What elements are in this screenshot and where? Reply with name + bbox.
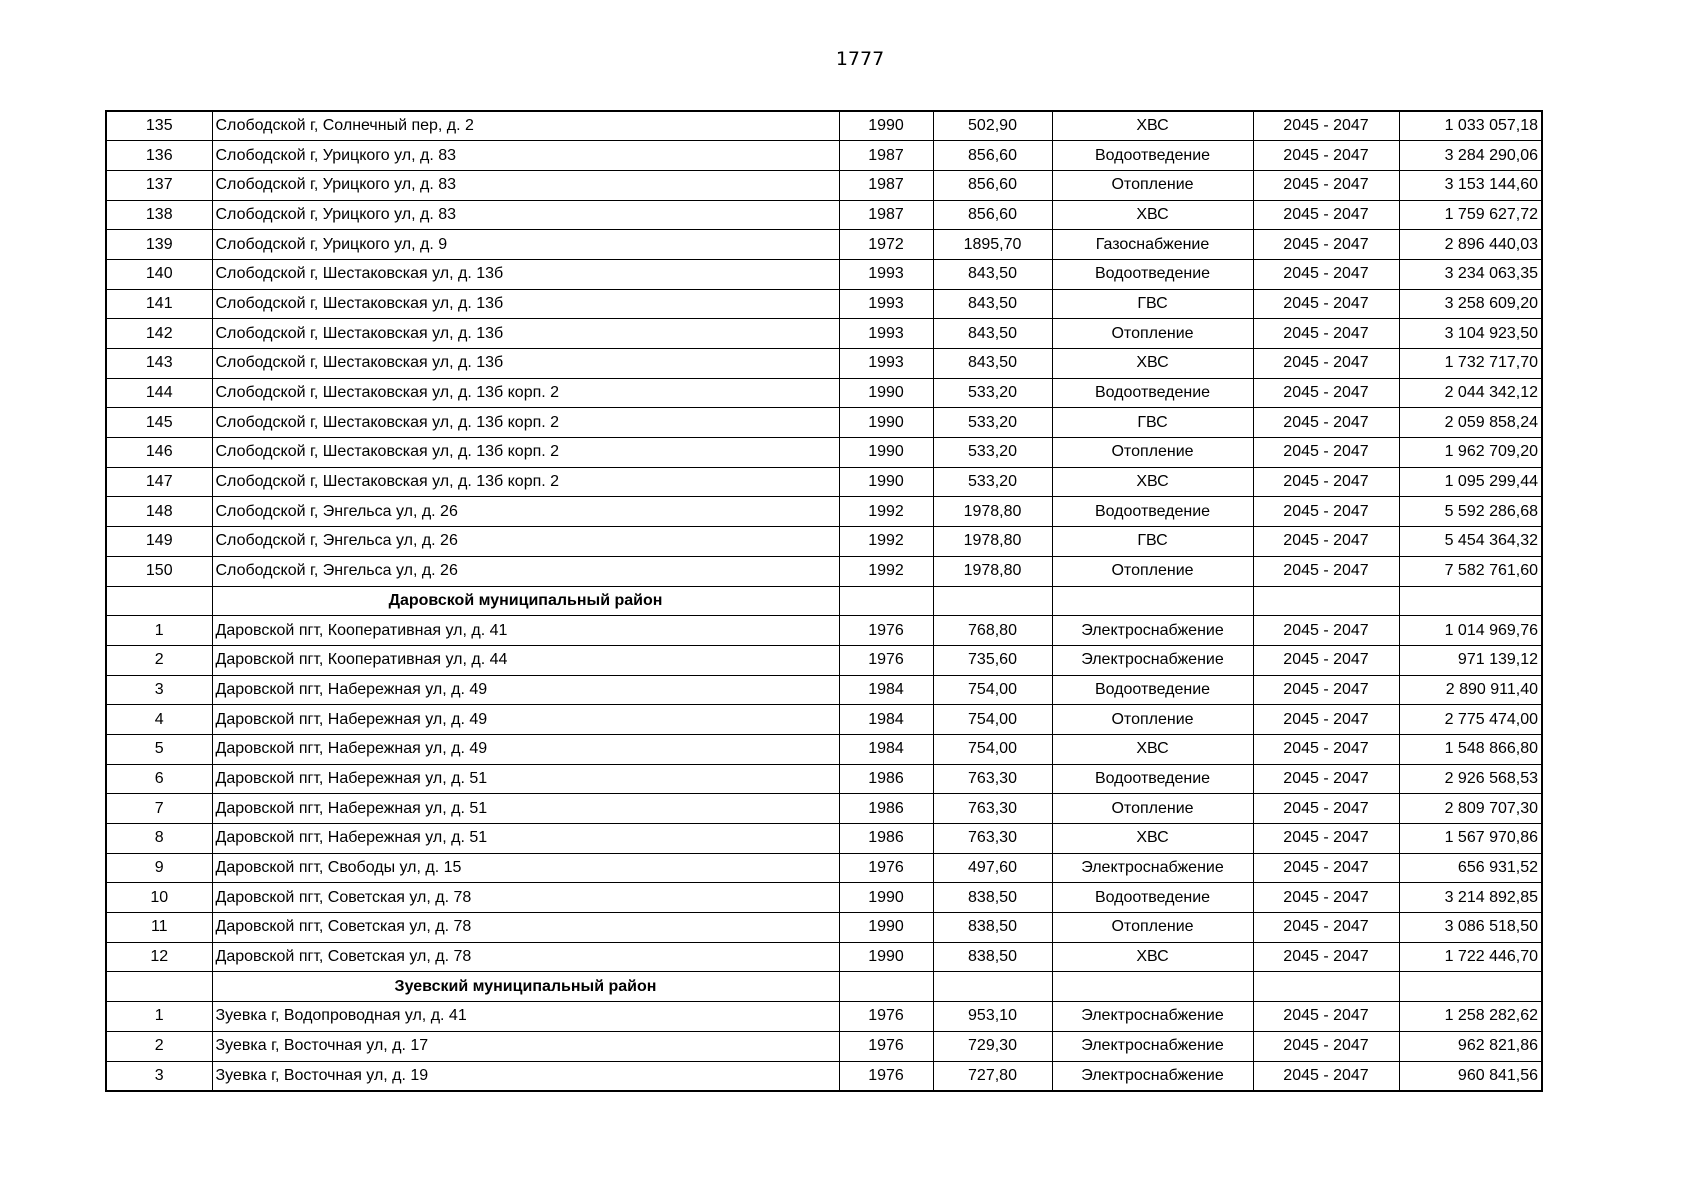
area-cell: 727,80 [933,1061,1052,1091]
area-cell: 754,00 [933,705,1052,735]
area-cell: 502,90 [933,111,1052,141]
area-cell: 838,50 [933,883,1052,913]
address-cell: Даровской пгт, Набережная ул, д. 51 [212,764,839,794]
area-cell: 843,50 [933,319,1052,349]
period-cell: 2045 - 2047 [1253,824,1399,854]
row-number-cell: 143 [106,349,212,379]
address-cell: Слободской г, Шестаковская ул, д. 13б корп. 2 [212,378,839,408]
table-row [106,230,1542,260]
year-built-cell: 1992 [839,497,933,527]
row-number-cell: 2 [106,1031,212,1061]
cost-cell: 5 592 286,68 [1399,497,1542,527]
work-type-cell: Отопление [1052,794,1253,824]
row-number-cell: 3 [106,675,212,705]
area-cell: 843,50 [933,349,1052,379]
work-type-cell: Отопление [1052,438,1253,468]
cost-cell: 1 548 866,80 [1399,734,1542,764]
cost-cell: 1 095 299,44 [1399,467,1542,497]
work-type-cell: ХВС [1052,111,1253,141]
work-type-cell: ХВС [1052,824,1253,854]
table-row [106,616,1542,646]
address-cell: Даровской пгт, Советская ул, д. 78 [212,913,839,943]
area-cell: 1978,80 [933,527,1052,557]
work-type-cell: Электроснабжение [1052,616,1253,646]
year-built-cell: 1993 [839,289,933,319]
cost-cell: 3 214 892,85 [1399,883,1542,913]
address-cell: Даровской пгт, Набережная ул, д. 51 [212,794,839,824]
row-number-cell: 11 [106,913,212,943]
address-cell: Даровской пгт, Набережная ул, д. 51 [212,824,839,854]
cost-cell: 960 841,56 [1399,1061,1542,1091]
address-cell: Слободской г, Урицкого ул, д. 83 [212,200,839,230]
address-cell: Слободской г, Шестаковская ул, д. 13б [212,319,839,349]
cost-cell: 1 962 709,20 [1399,438,1542,468]
period-cell: 2045 - 2047 [1253,408,1399,438]
row-number-cell: 142 [106,319,212,349]
section-title-cell: Даровской муниципальный район [212,586,839,616]
period-cell: 2045 - 2047 [1253,349,1399,379]
period-cell: 2045 - 2047 [1253,705,1399,735]
cost-cell: 971 139,12 [1399,645,1542,675]
table-row [106,259,1542,289]
year-built-cell: 1987 [839,200,933,230]
year-built-cell: 1976 [839,1061,933,1091]
cost-cell: 2 059 858,24 [1399,408,1542,438]
row-number-cell: 144 [106,378,212,408]
address-cell: Даровской пгт, Советская ул, д. 78 [212,942,839,972]
row-number-cell: 7 [106,794,212,824]
area-cell: 533,20 [933,438,1052,468]
year-built-cell: 1976 [839,853,933,883]
table-row [106,1002,1542,1032]
cost-cell: 3 284 290,06 [1399,141,1542,171]
period-cell: 2045 - 2047 [1253,734,1399,764]
address-cell: Слободской г, Шестаковская ул, д. 13б [212,349,839,379]
section-row [106,972,1542,1002]
row-number-cell: 138 [106,200,212,230]
row-number-cell: 9 [106,853,212,883]
table-row [106,675,1542,705]
cost-cell: 2 775 474,00 [1399,705,1542,735]
work-type-cell: ГВС [1052,527,1253,557]
address-cell: Слободской г, Шестаковская ул, д. 13б корп. 2 [212,438,839,468]
cost-cell: 656 931,52 [1399,853,1542,883]
work-type-cell: Отопление [1052,319,1253,349]
cost-cell: 1 258 282,62 [1399,1002,1542,1032]
area-cell: 735,60 [933,645,1052,675]
year-built-cell: 1990 [839,467,933,497]
period-cell: 2045 - 2047 [1253,853,1399,883]
year-built-cell: 1987 [839,141,933,171]
empty-cell [1052,972,1253,1002]
period-cell: 2045 - 2047 [1253,230,1399,260]
year-built-cell: 1990 [839,883,933,913]
work-type-cell: Электроснабжение [1052,645,1253,675]
row-number-cell: 141 [106,289,212,319]
cost-cell: 2 044 342,12 [1399,378,1542,408]
table-row [106,527,1542,557]
work-type-cell: Водоотведение [1052,497,1253,527]
period-cell: 2045 - 2047 [1253,141,1399,171]
work-type-cell: ХВС [1052,200,1253,230]
period-cell: 2045 - 2047 [1253,645,1399,675]
cost-cell: 3 258 609,20 [1399,289,1542,319]
period-cell: 2045 - 2047 [1253,764,1399,794]
work-type-cell: Водоотведение [1052,675,1253,705]
area-cell: 533,20 [933,408,1052,438]
area-cell: 838,50 [933,942,1052,972]
work-type-cell: ХВС [1052,349,1253,379]
address-cell: Слободской г, Урицкого ул, д. 9 [212,230,839,260]
address-cell: Слободской г, Шестаковская ул, д. 13б [212,289,839,319]
work-type-cell: Электроснабжение [1052,1061,1253,1091]
row-number-cell: 1 [106,616,212,646]
period-cell: 2045 - 2047 [1253,497,1399,527]
period-cell: 2045 - 2047 [1253,942,1399,972]
row-number-cell: 135 [106,111,212,141]
period-cell: 2045 - 2047 [1253,378,1399,408]
area-cell: 953,10 [933,1002,1052,1032]
work-type-cell: Отопление [1052,913,1253,943]
work-type-cell: Электроснабжение [1052,1031,1253,1061]
area-cell: 497,60 [933,853,1052,883]
year-built-cell: 1990 [839,438,933,468]
year-built-cell: 1992 [839,527,933,557]
row-number-cell: 150 [106,556,212,586]
empty-cell [106,586,212,616]
period-cell: 2045 - 2047 [1253,913,1399,943]
address-cell: Зуевка г, Восточная ул, д. 19 [212,1061,839,1091]
row-number-cell: 5 [106,734,212,764]
section-row [106,586,1542,616]
period-cell: 2045 - 2047 [1253,883,1399,913]
address-cell: Даровской пгт, Набережная ул, д. 49 [212,705,839,735]
work-type-cell: Водоотведение [1052,883,1253,913]
year-built-cell: 1992 [839,556,933,586]
cost-cell: 2 809 707,30 [1399,794,1542,824]
address-cell: Слободской г, Солнечный пер, д. 2 [212,111,839,141]
work-type-cell: ГВС [1052,289,1253,319]
empty-cell [933,972,1052,1002]
year-built-cell: 1993 [839,349,933,379]
period-cell: 2045 - 2047 [1253,111,1399,141]
empty-cell [1253,972,1399,1002]
row-number-cell: 3 [106,1061,212,1091]
area-cell: 533,20 [933,378,1052,408]
table-row [106,734,1542,764]
address-cell: Слободской г, Энгельса ул, д. 26 [212,497,839,527]
row-number-cell: 148 [106,497,212,527]
cost-cell: 2 896 440,03 [1399,230,1542,260]
cost-cell: 962 821,86 [1399,1031,1542,1061]
row-number-cell: 147 [106,467,212,497]
row-number-cell: 136 [106,141,212,171]
address-cell: Зуевка г, Водопроводная ул, д. 41 [212,1002,839,1032]
area-cell: 1895,70 [933,230,1052,260]
cost-cell: 1 033 057,18 [1399,111,1542,141]
register-table [105,110,1543,1092]
table-row [106,111,1542,141]
address-cell: Слободской г, Шестаковская ул, д. 13б корп. 2 [212,408,839,438]
year-built-cell: 1990 [839,942,933,972]
period-cell: 2045 - 2047 [1253,527,1399,557]
table-row [106,883,1542,913]
address-cell: Слободской г, Энгельса ул, д. 26 [212,527,839,557]
table-row [106,942,1542,972]
area-cell: 1978,80 [933,556,1052,586]
cost-cell: 3 153 144,60 [1399,170,1542,200]
area-cell: 754,00 [933,675,1052,705]
year-built-cell: 1976 [839,1031,933,1061]
year-built-cell: 1993 [839,319,933,349]
work-type-cell: Электроснабжение [1052,1002,1253,1032]
year-built-cell: 1984 [839,675,933,705]
cost-cell: 3 086 518,50 [1399,913,1542,943]
cost-cell: 1 567 970,86 [1399,824,1542,854]
area-cell: 763,30 [933,764,1052,794]
period-cell: 2045 - 2047 [1253,319,1399,349]
address-cell: Зуевка г, Восточная ул, д. 17 [212,1031,839,1061]
work-type-cell: ХВС [1052,942,1253,972]
empty-cell [1399,972,1542,1002]
year-built-cell: 1990 [839,111,933,141]
area-cell: 843,50 [933,289,1052,319]
empty-cell [1253,586,1399,616]
work-type-cell: Отопление [1052,705,1253,735]
area-cell: 729,30 [933,1031,1052,1061]
work-type-cell: ГВС [1052,408,1253,438]
period-cell: 2045 - 2047 [1253,200,1399,230]
year-built-cell: 1990 [839,378,933,408]
table-row [106,853,1542,883]
cost-cell: 1 732 717,70 [1399,349,1542,379]
year-built-cell: 1990 [839,408,933,438]
area-cell: 856,60 [933,200,1052,230]
cost-cell: 3 104 923,50 [1399,319,1542,349]
row-number-cell: 4 [106,705,212,735]
table-row [106,556,1542,586]
table-row [106,794,1542,824]
cost-cell: 1 014 969,76 [1399,616,1542,646]
year-built-cell: 1976 [839,645,933,675]
work-type-cell: Водоотведение [1052,378,1253,408]
area-cell: 838,50 [933,913,1052,943]
row-number-cell: 137 [106,170,212,200]
table-row [106,141,1542,171]
cost-cell: 7 582 761,60 [1399,556,1542,586]
year-built-cell: 1976 [839,616,933,646]
table-row [106,467,1542,497]
row-number-cell: 12 [106,942,212,972]
table-row [106,497,1542,527]
year-built-cell: 1972 [839,230,933,260]
period-cell: 2045 - 2047 [1253,1031,1399,1061]
area-cell: 533,20 [933,467,1052,497]
cost-cell: 2 926 568,53 [1399,764,1542,794]
address-cell: Слободской г, Шестаковская ул, д. 13б корп. 2 [212,467,839,497]
period-cell: 2045 - 2047 [1253,794,1399,824]
address-cell: Слободской г, Энгельса ул, д. 26 [212,556,839,586]
period-cell: 2045 - 2047 [1253,616,1399,646]
table-row [106,349,1542,379]
work-type-cell: Газоснабжение [1052,230,1253,260]
address-cell: Даровской пгт, Кооперативная ул, д. 41 [212,616,839,646]
table-row [106,170,1542,200]
address-cell: Даровской пгт, Советская ул, д. 78 [212,883,839,913]
area-cell: 768,80 [933,616,1052,646]
period-cell: 2045 - 2047 [1253,556,1399,586]
row-number-cell: 10 [106,883,212,913]
area-cell: 763,30 [933,794,1052,824]
work-type-cell: ХВС [1052,467,1253,497]
section-title-cell: Зуевский муниципальный район [212,972,839,1002]
empty-cell [1399,586,1542,616]
year-built-cell: 1986 [839,764,933,794]
work-type-cell: Электроснабжение [1052,853,1253,883]
address-cell: Слободской г, Урицкого ул, д. 83 [212,141,839,171]
row-number-cell: 149 [106,527,212,557]
table-row [106,1061,1542,1091]
table-row [106,645,1542,675]
table-row [106,408,1542,438]
address-cell: Даровской пгт, Кооперативная ул, д. 44 [212,645,839,675]
address-cell: Слободской г, Урицкого ул, д. 83 [212,170,839,200]
year-built-cell: 1987 [839,170,933,200]
period-cell: 2045 - 2047 [1253,438,1399,468]
period-cell: 2045 - 2047 [1253,1002,1399,1032]
row-number-cell: 6 [106,764,212,794]
address-cell: Даровской пгт, Свободы ул, д. 15 [212,853,839,883]
address-cell: Даровской пгт, Набережная ул, д. 49 [212,734,839,764]
address-cell: Даровской пгт, Набережная ул, д. 49 [212,675,839,705]
year-built-cell: 1984 [839,734,933,764]
area-cell: 754,00 [933,734,1052,764]
empty-cell [839,972,933,1002]
table-row [106,378,1542,408]
period-cell: 2045 - 2047 [1253,259,1399,289]
year-built-cell: 1993 [839,259,933,289]
area-cell: 1978,80 [933,497,1052,527]
address-cell: Слободской г, Шестаковская ул, д. 13б [212,259,839,289]
area-cell: 856,60 [933,141,1052,171]
work-type-cell: Водоотведение [1052,141,1253,171]
table-row [106,319,1542,349]
table-row [106,1031,1542,1061]
work-type-cell: Отопление [1052,170,1253,200]
work-type-cell: ХВС [1052,734,1253,764]
empty-cell [933,586,1052,616]
empty-cell [839,586,933,616]
table-row [106,764,1542,794]
period-cell: 2045 - 2047 [1253,1061,1399,1091]
period-cell: 2045 - 2047 [1253,170,1399,200]
work-type-cell: Водоотведение [1052,764,1253,794]
table-row [106,200,1542,230]
year-built-cell: 1984 [839,705,933,735]
period-cell: 2045 - 2047 [1253,467,1399,497]
table-row [106,824,1542,854]
row-number-cell: 140 [106,259,212,289]
table-row [106,438,1542,468]
cost-cell: 5 454 364,32 [1399,527,1542,557]
area-cell: 763,30 [933,824,1052,854]
empty-cell [106,972,212,1002]
area-cell: 843,50 [933,259,1052,289]
row-number-cell: 139 [106,230,212,260]
period-cell: 2045 - 2047 [1253,289,1399,319]
row-number-cell: 145 [106,408,212,438]
cost-cell: 3 234 063,35 [1399,259,1542,289]
work-type-cell: Отопление [1052,556,1253,586]
row-number-cell: 8 [106,824,212,854]
table-row [106,913,1542,943]
page-number: 1777 [835,48,885,70]
area-cell: 856,60 [933,170,1052,200]
year-built-cell: 1986 [839,794,933,824]
empty-cell [1052,586,1253,616]
work-type-cell: Водоотведение [1052,259,1253,289]
year-built-cell: 1986 [839,824,933,854]
cost-cell: 1 722 446,70 [1399,942,1542,972]
period-cell: 2045 - 2047 [1253,675,1399,705]
cost-cell: 2 890 911,40 [1399,675,1542,705]
year-built-cell: 1990 [839,913,933,943]
row-number-cell: 146 [106,438,212,468]
row-number-cell: 2 [106,645,212,675]
table-row [106,705,1542,735]
year-built-cell: 1976 [839,1002,933,1032]
table-row [106,289,1542,319]
row-number-cell: 1 [106,1002,212,1032]
cost-cell: 1 759 627,72 [1399,200,1542,230]
table-body [106,111,1542,1091]
